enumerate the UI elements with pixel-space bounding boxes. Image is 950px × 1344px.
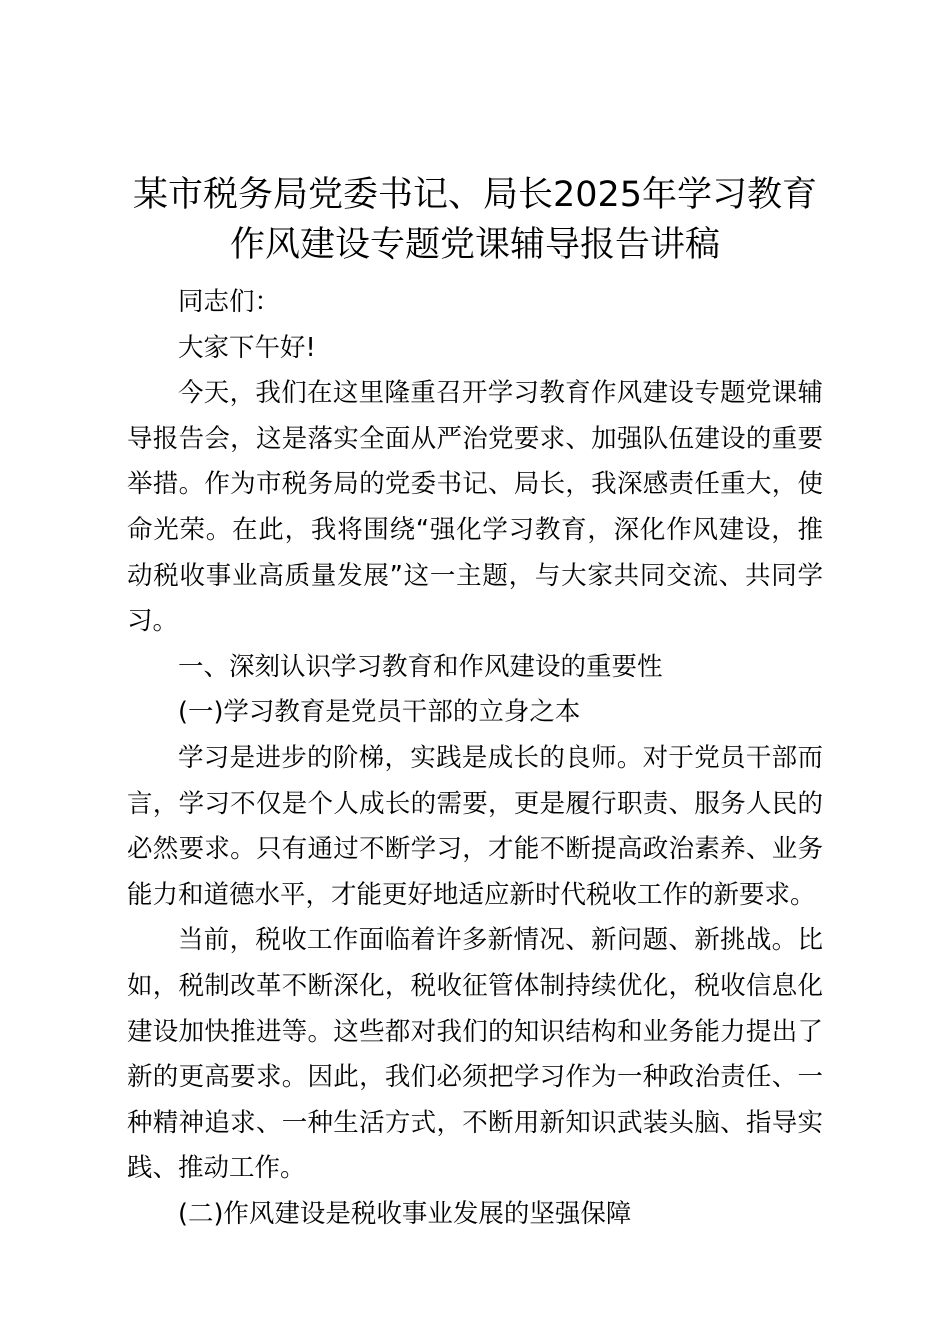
body-paragraph-2: 当前，税收工作面临着许多新情况、新问题、新挑战。比如，税制改革不断深化，税收征管体制持续优化，税收信息化建设加快推进等。这些都对我们的知识结构和业务能力提出了新的更高要求。因此，我们必须把学习作为一种政治责任、一种精神追求、一种生活方式，不断用新知识武装头脑、指导实践、推动工作。 [127, 925, 823, 1184]
salutation: 同志们： [178, 287, 281, 317]
intro-paragraph: 今天，我们在这里隆重召开学习教育作风建设专题党课辅导报告会，这是落实全面从严治党要求、加强队伍建设的重要举措。作为市税务局的党委书记、局长，我深感责任重大，使命光荣。在此，我将围绕“强化学习教育，深化作风建设，推动税收事业高质量发展”这一主题，与大家共同交流、共同学习。 [127, 378, 823, 637]
greeting: 大家下午好! [178, 332, 316, 363]
body-paragraph-1: 学习是进步的阶梯，实践是成长的良师。对于党员干部而言，学习不仅是个人成长的需要，更是履行职责、服务人民的必然要求。只有通过不断学习，才能不断提高政治素养、业务能力和道德水平，才能更好地适应新时代税收工作的新要求。 [127, 742, 823, 910]
subsection-heading-1: (一)学习教育是党员干部的立身之本 [178, 697, 581, 728]
document-body [127, 280, 823, 1237]
title-line-1: 某市税务局党委书记、局长2025年学习教育 [132, 175, 818, 215]
document-title [120, 170, 830, 270]
section-heading-1: 一、深刻认识学习教育和作风建设的重要性 [178, 651, 663, 682]
title-line-2: 作风建设专题党课辅导报告讲稿 [229, 225, 720, 265]
subsection-heading-2: (二)作风建设是税收事业发展的坚强保障 [178, 1198, 632, 1229]
